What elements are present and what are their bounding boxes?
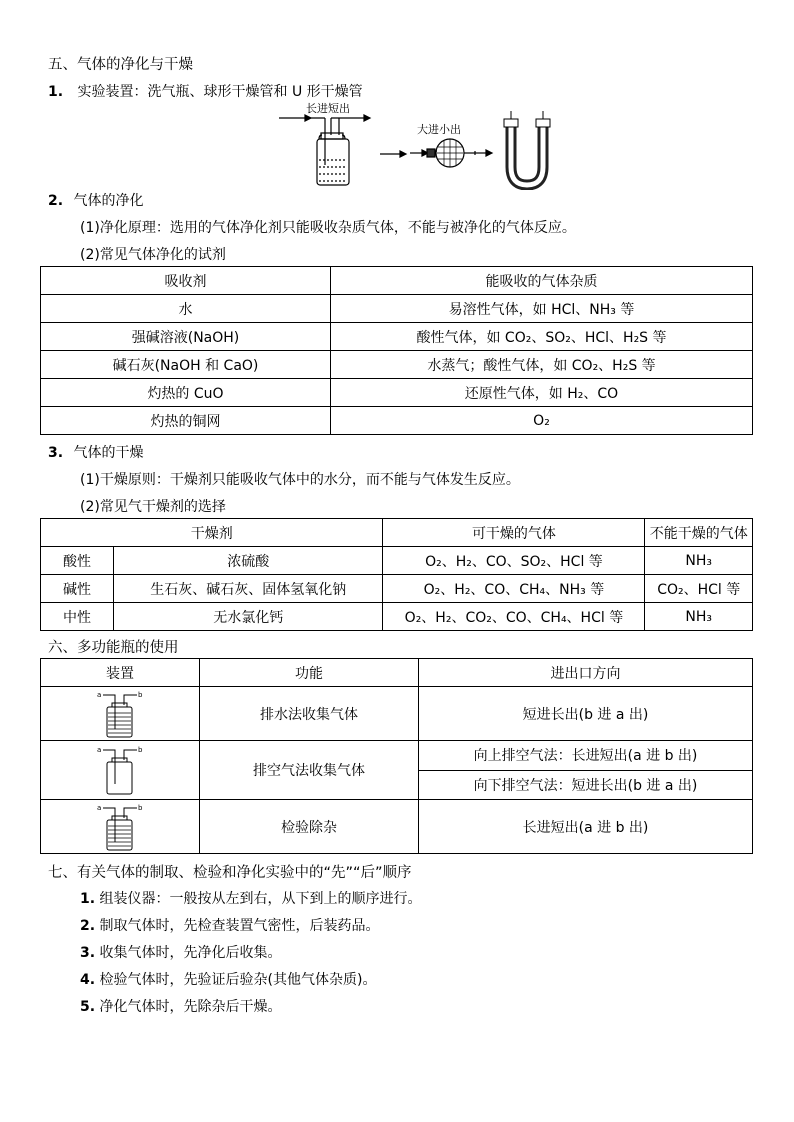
table-row <box>41 323 753 351</box>
table-header-row <box>41 267 753 295</box>
table-header-cell: 不能干燥的气体 <box>645 519 753 547</box>
para-3-number: 3. <box>48 445 64 461</box>
table-header-cell: 能吸收的气体杂质 <box>331 267 753 295</box>
table-header-cell: 干燥剂 <box>41 519 383 547</box>
para-1-number: 1. <box>48 84 64 100</box>
table-cell: 浓硫酸 <box>114 547 383 575</box>
list-item-number: 4. <box>80 972 96 988</box>
table-cell: 碱石灰(NaOH 和 CaO) <box>41 351 331 379</box>
table-cell: 排空气法收集气体 <box>200 741 419 800</box>
table-header-cell: 可干燥的气体 <box>383 519 645 547</box>
table-cell: 生石灰、碱石灰、固体氢氧化钠 <box>114 575 383 603</box>
table-cell: 长进短出(a 进 b 出) <box>419 800 753 854</box>
para-2-text: 气体的净化 <box>73 193 144 209</box>
table-cell <box>41 800 200 854</box>
table-cell: 灼热的 CuO <box>41 379 331 407</box>
table-cell: O₂、H₂、CO、SO₂、HCl 等 <box>383 547 645 575</box>
port-a-label: a <box>97 690 102 699</box>
table-row <box>41 800 753 854</box>
bottle-empty-icon <box>95 744 145 796</box>
list-item-number: 2. <box>80 918 96 934</box>
table-header-cell: 进出口方向 <box>419 659 753 687</box>
table-cell: O₂、H₂、CO₂、CO、CH₄、HCl 等 <box>383 603 645 631</box>
bottle-filled-water-icon <box>95 689 145 739</box>
list-item-text: 净化气体时，先除杂后干燥。 <box>99 999 282 1015</box>
section-5-title: 五、气体的净化与干燥 <box>48 57 193 73</box>
para-2-number: 2. <box>48 193 64 209</box>
para-3 <box>48 442 144 462</box>
para-2-2: (2)常见气体净化的试剂 <box>80 247 226 263</box>
purification-reagents-table <box>40 266 753 435</box>
table-header-row <box>41 659 753 687</box>
table-cell: 易溶性气体，如 HCl、NH₃ 等 <box>331 295 753 323</box>
table-cell: 无水氯化钙 <box>114 603 383 631</box>
table-cell: 短进长出(b 进 a 出) <box>419 687 753 741</box>
table-cell: 酸性 <box>41 547 114 575</box>
list-item <box>80 996 282 1016</box>
list-item <box>80 942 282 962</box>
table-cell: 强碱溶液(NaOH) <box>41 323 331 351</box>
table-header-cell: 装置 <box>41 659 200 687</box>
table-row <box>41 295 753 323</box>
table-row <box>41 407 753 435</box>
table-header-cell: 吸收剂 <box>41 267 331 295</box>
table-cell: 水蒸气；酸性气体，如 CO₂、H₂S 等 <box>331 351 753 379</box>
table-cell: 向上排空气法：长进短出(a 进 b 出) <box>419 741 753 771</box>
table-cell: NH₃ <box>645 603 753 631</box>
list-item <box>80 915 380 935</box>
table-cell: CO₂、HCl 等 <box>645 575 753 603</box>
table-header-row <box>41 519 753 547</box>
figure-label-big-in-small-out: 大进小出 <box>417 123 461 136</box>
table-cell: 酸性气体，如 CO₂、SO₂、HCl、H₂S 等 <box>331 323 753 351</box>
table-header-cell: 功能 <box>200 659 419 687</box>
list-item-text: 组装仪器：一般按从左到右，从下到上的顺序进行。 <box>99 891 422 907</box>
para-2 <box>48 190 144 210</box>
para-1 <box>48 81 363 101</box>
table-cell: 中性 <box>41 603 114 631</box>
table-row <box>41 603 753 631</box>
figure-label-long-in-short-out: 长进短出 <box>306 102 350 115</box>
para-2-1: (1)净化原理：选用的气体净化剂只能吸收杂质气体，不能与被净化的气体反应。 <box>80 220 576 236</box>
u-tube-icon <box>504 111 550 185</box>
desiccant-table <box>40 518 753 631</box>
list-item-number: 1. <box>80 891 96 907</box>
bottle-filled-reagent-icon <box>95 802 145 852</box>
table-cell <box>41 687 200 741</box>
para-3-text: 气体的干燥 <box>73 445 144 461</box>
drying-tube-icon <box>410 139 492 167</box>
table-cell: 灼热的铜网 <box>41 407 331 435</box>
section-6-title: 六、多功能瓶的使用 <box>48 640 179 656</box>
table-row <box>41 379 753 407</box>
list-item-number: 5. <box>80 999 96 1015</box>
list-item-number: 3. <box>80 945 96 961</box>
table-row <box>41 741 753 771</box>
list-item <box>80 888 422 908</box>
table-cell: 排水法收集气体 <box>200 687 419 741</box>
port-a-label: a <box>97 803 102 812</box>
para-3-1: (1)干燥原则：干燥剂只能吸收气体中的水分，而不能与气体发生反应。 <box>80 472 520 488</box>
table-row <box>41 351 753 379</box>
table-cell: O₂、H₂、CO、CH₄、NH₃ 等 <box>383 575 645 603</box>
port-b-label: b <box>138 690 143 699</box>
table-row <box>41 575 753 603</box>
table-cell: 碱性 <box>41 575 114 603</box>
table-cell: 水 <box>41 295 331 323</box>
table-row <box>41 687 753 741</box>
list-item-text: 制取气体时，先检查装置气密性，后装药品。 <box>99 918 380 934</box>
port-a-label: a <box>97 746 102 754</box>
table-cell: O₂ <box>331 407 753 435</box>
list-item-text: 检验气体时，先验证后验杂(其他气体杂质)。 <box>99 972 377 988</box>
port-b-label: b <box>138 803 143 812</box>
wash-bottle-icon <box>279 115 370 185</box>
list-item-text: 收集气体时，先净化后收集。 <box>99 945 282 961</box>
table-cell: NH₃ <box>645 547 753 575</box>
table-cell <box>41 741 200 800</box>
para-3-2: (2)常见气干燥剂的选择 <box>80 499 226 515</box>
table-row <box>41 547 753 575</box>
port-b-label: b <box>138 746 143 754</box>
section-7-title: 七、有关气体的制取、检验和净化实验中的“先”“后”顺序 <box>48 865 412 881</box>
table-cell: 向下排空气法：短进长出(b 进 a 出) <box>419 770 753 800</box>
para-1-text: 实验装置：洗气瓶、球形干燥管和 U 形干燥管 <box>77 84 363 100</box>
table-cell: 检验除杂 <box>200 800 419 854</box>
list-item <box>80 969 376 989</box>
multi-function-bottle-table <box>40 658 753 854</box>
table-cell: 还原性气体，如 H₂、CO <box>331 379 753 407</box>
apparatus-figure <box>275 105 555 190</box>
